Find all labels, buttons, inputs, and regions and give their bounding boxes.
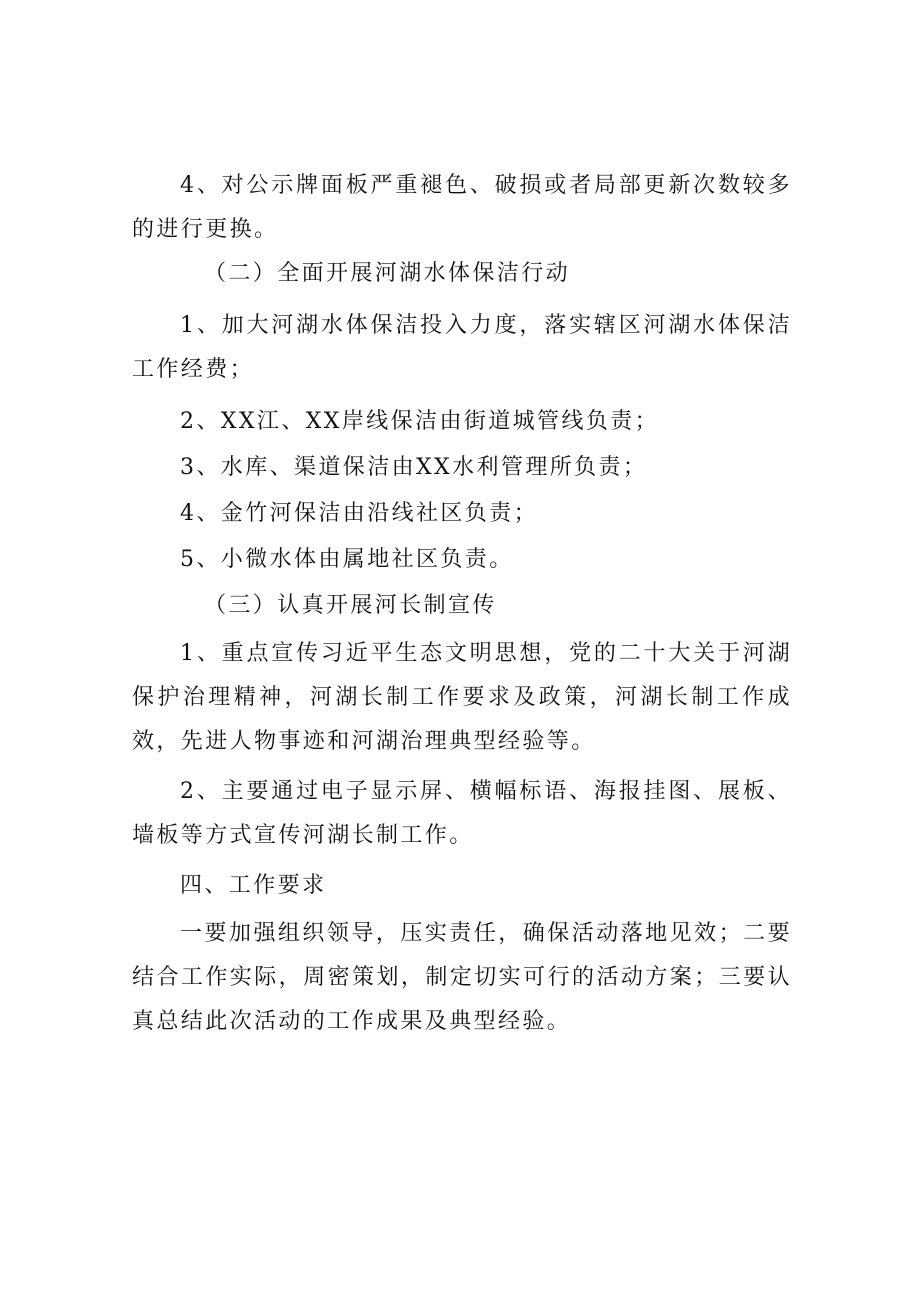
paragraph-work-requirements: 一要加强组织领导，压实责任，确保活动落地见效；二要结合工作实际，周密策划，制定切实可行的活动方案；三要认真总结此次活动的工作成果及典型经验。 (132, 921, 792, 1034)
section-heading-work-requirements: 四、工作要求 (180, 873, 327, 898)
paragraph-item-4-replace-boards: 4、对公示牌面板严重褪色、破损或者局部更新次数较多的进行更换。 (132, 173, 792, 242)
paragraph-item-5-small-water: 5、小微水体由属地社区负责。 (180, 547, 514, 572)
paragraph-item-2-shoreline: 2、XX江、XX岸线保洁由街道城管线负责； (180, 409, 660, 434)
paragraph-item-1-funding: 1、加大河湖水体保洁投入力度，落实辖区河湖水体保洁工作经费； (132, 313, 792, 382)
paragraph-item-4-jinzhu-river: 4、金竹河保洁由沿线社区负责； (180, 501, 538, 526)
section-heading-publicity: （三）认真开展河长制宣传 (204, 593, 497, 618)
paragraph-item-3-reservoir: 3、水库、渠道保洁由XX水利管理所负责； (180, 455, 648, 480)
paragraph-item-2-publicity-methods: 2、主要通过电子显示屏、横幅标语、海报挂图、展板、墙板等方式宣传河湖长制工作。 (132, 779, 792, 848)
paragraph-item-1-publicity-focus: 1、重点宣传习近平生态文明思想，党的二十大关于河湖保护治理精神，河湖长制工作要求及政策，河湖长制工作成效，先进人物事迹和河湖治理典型经验等。 (132, 641, 792, 754)
section-heading-water-cleaning: （二）全面开展河湖水体保洁行动 (204, 261, 571, 286)
